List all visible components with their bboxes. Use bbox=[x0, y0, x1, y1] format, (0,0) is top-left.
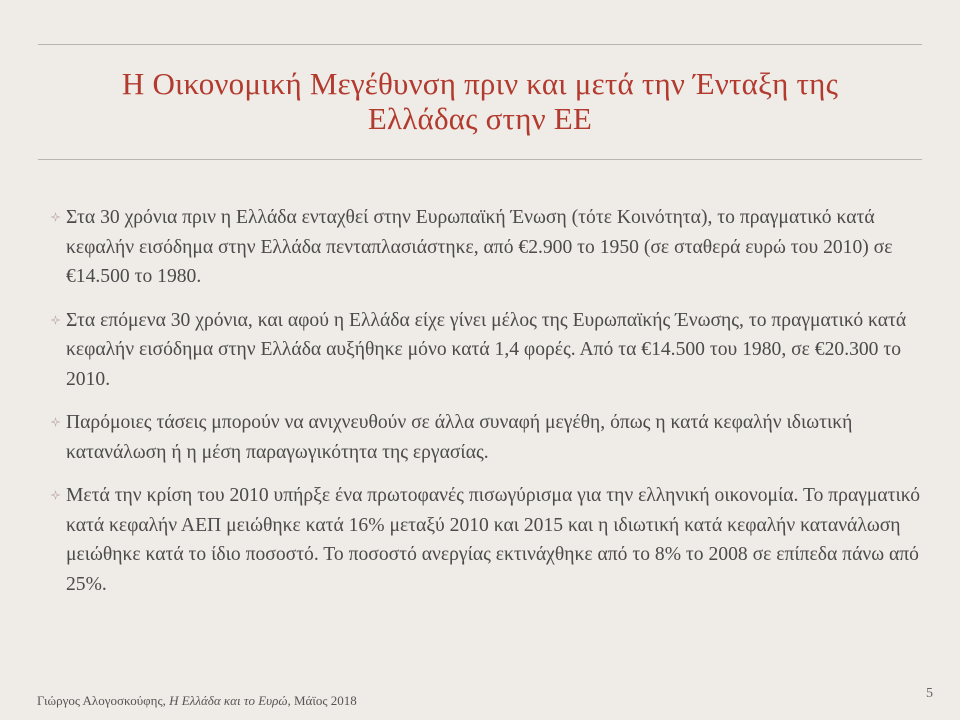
bullet-item bbox=[50, 481, 930, 599]
footer-work-title: Η Ελλάδα και το Ευρώ bbox=[169, 693, 288, 708]
title-top-rule bbox=[38, 44, 922, 45]
footer-date: , Μάϊος 2018 bbox=[287, 693, 357, 708]
slide-title bbox=[40, 66, 920, 136]
bullet-item bbox=[50, 408, 930, 467]
four-petal-diamond-icon bbox=[50, 314, 61, 326]
bullet-item bbox=[50, 203, 930, 292]
bullet-item bbox=[50, 306, 930, 395]
bullet-text: Στα επόμενα 30 χρόνια, και αφού η Ελλάδα είχε γίνει μέλος της Ευρωπαϊκής Ένωσης, το πραγματικό κατά κεφαλήν εισόδημα στην Ελλάδα αυξήθηκε μόνο κατά 1,4 φορές. Από τα €14.500 του 1980, σε €20.300 το 2010. bbox=[66, 309, 907, 390]
four-petal-diamond-icon bbox=[50, 489, 61, 501]
slide-title-line-2: Ελλάδας στην ΕΕ bbox=[367, 101, 593, 136]
bullet-list bbox=[50, 203, 930, 613]
four-petal-diamond-icon bbox=[50, 211, 61, 223]
bullet-text: Στα 30 χρόνια πριν η Ελλάδα ενταχθεί στην Ευρωπαϊκή Ένωση (τότε Κοινότητα), το πραγματικό κατά κεφαλήν εισόδημα στην Ελλάδα πενταπλασιάστηκε, από €2.900 το 1950 (σε σταθερά ευρώ του 2010) σε €14.500 το 1980. bbox=[66, 207, 893, 287]
page-number: 5 bbox=[926, 686, 933, 701]
footer-author: Γιώργος Αλογοσκούφης, bbox=[37, 693, 170, 708]
four-petal-diamond-icon bbox=[50, 416, 61, 428]
title-bottom-rule bbox=[38, 159, 922, 160]
footer-citation bbox=[37, 693, 357, 709]
slide-title-line-1: Η Οικονομική Μεγέθυνση πριν και μετά την Ένταξη της bbox=[121, 66, 839, 101]
bullet-text: Παρόμοιες τάσεις μπορούν να ανιχνευθούν σε άλλα συναφή μεγέθη, όπως η κατά κεφαλήν ιδιωτική κατανάλωση ή η μέση παραγωγικότητα της εργασίας. bbox=[66, 412, 853, 463]
bullet-text: Μετά την κρίση του 2010 υπήρξε ένα πρωτοφανές πισωγύρισμα για την ελληνική οικονομία. Το πραγματικό κατά κεφαλήν ΑΕΠ μειώθηκε κατά 16% μεταξύ 2010 και 2015 και η ιδιωτική κατά κεφαλήν κατανάλωση μειώθηκε κατά το ίδιο ποσοστό. Το ποσοστό ανεργίας εκτινάχθηκε από το 8% το 2008 σε επίπεδα πάνω από 25%. bbox=[66, 485, 921, 595]
